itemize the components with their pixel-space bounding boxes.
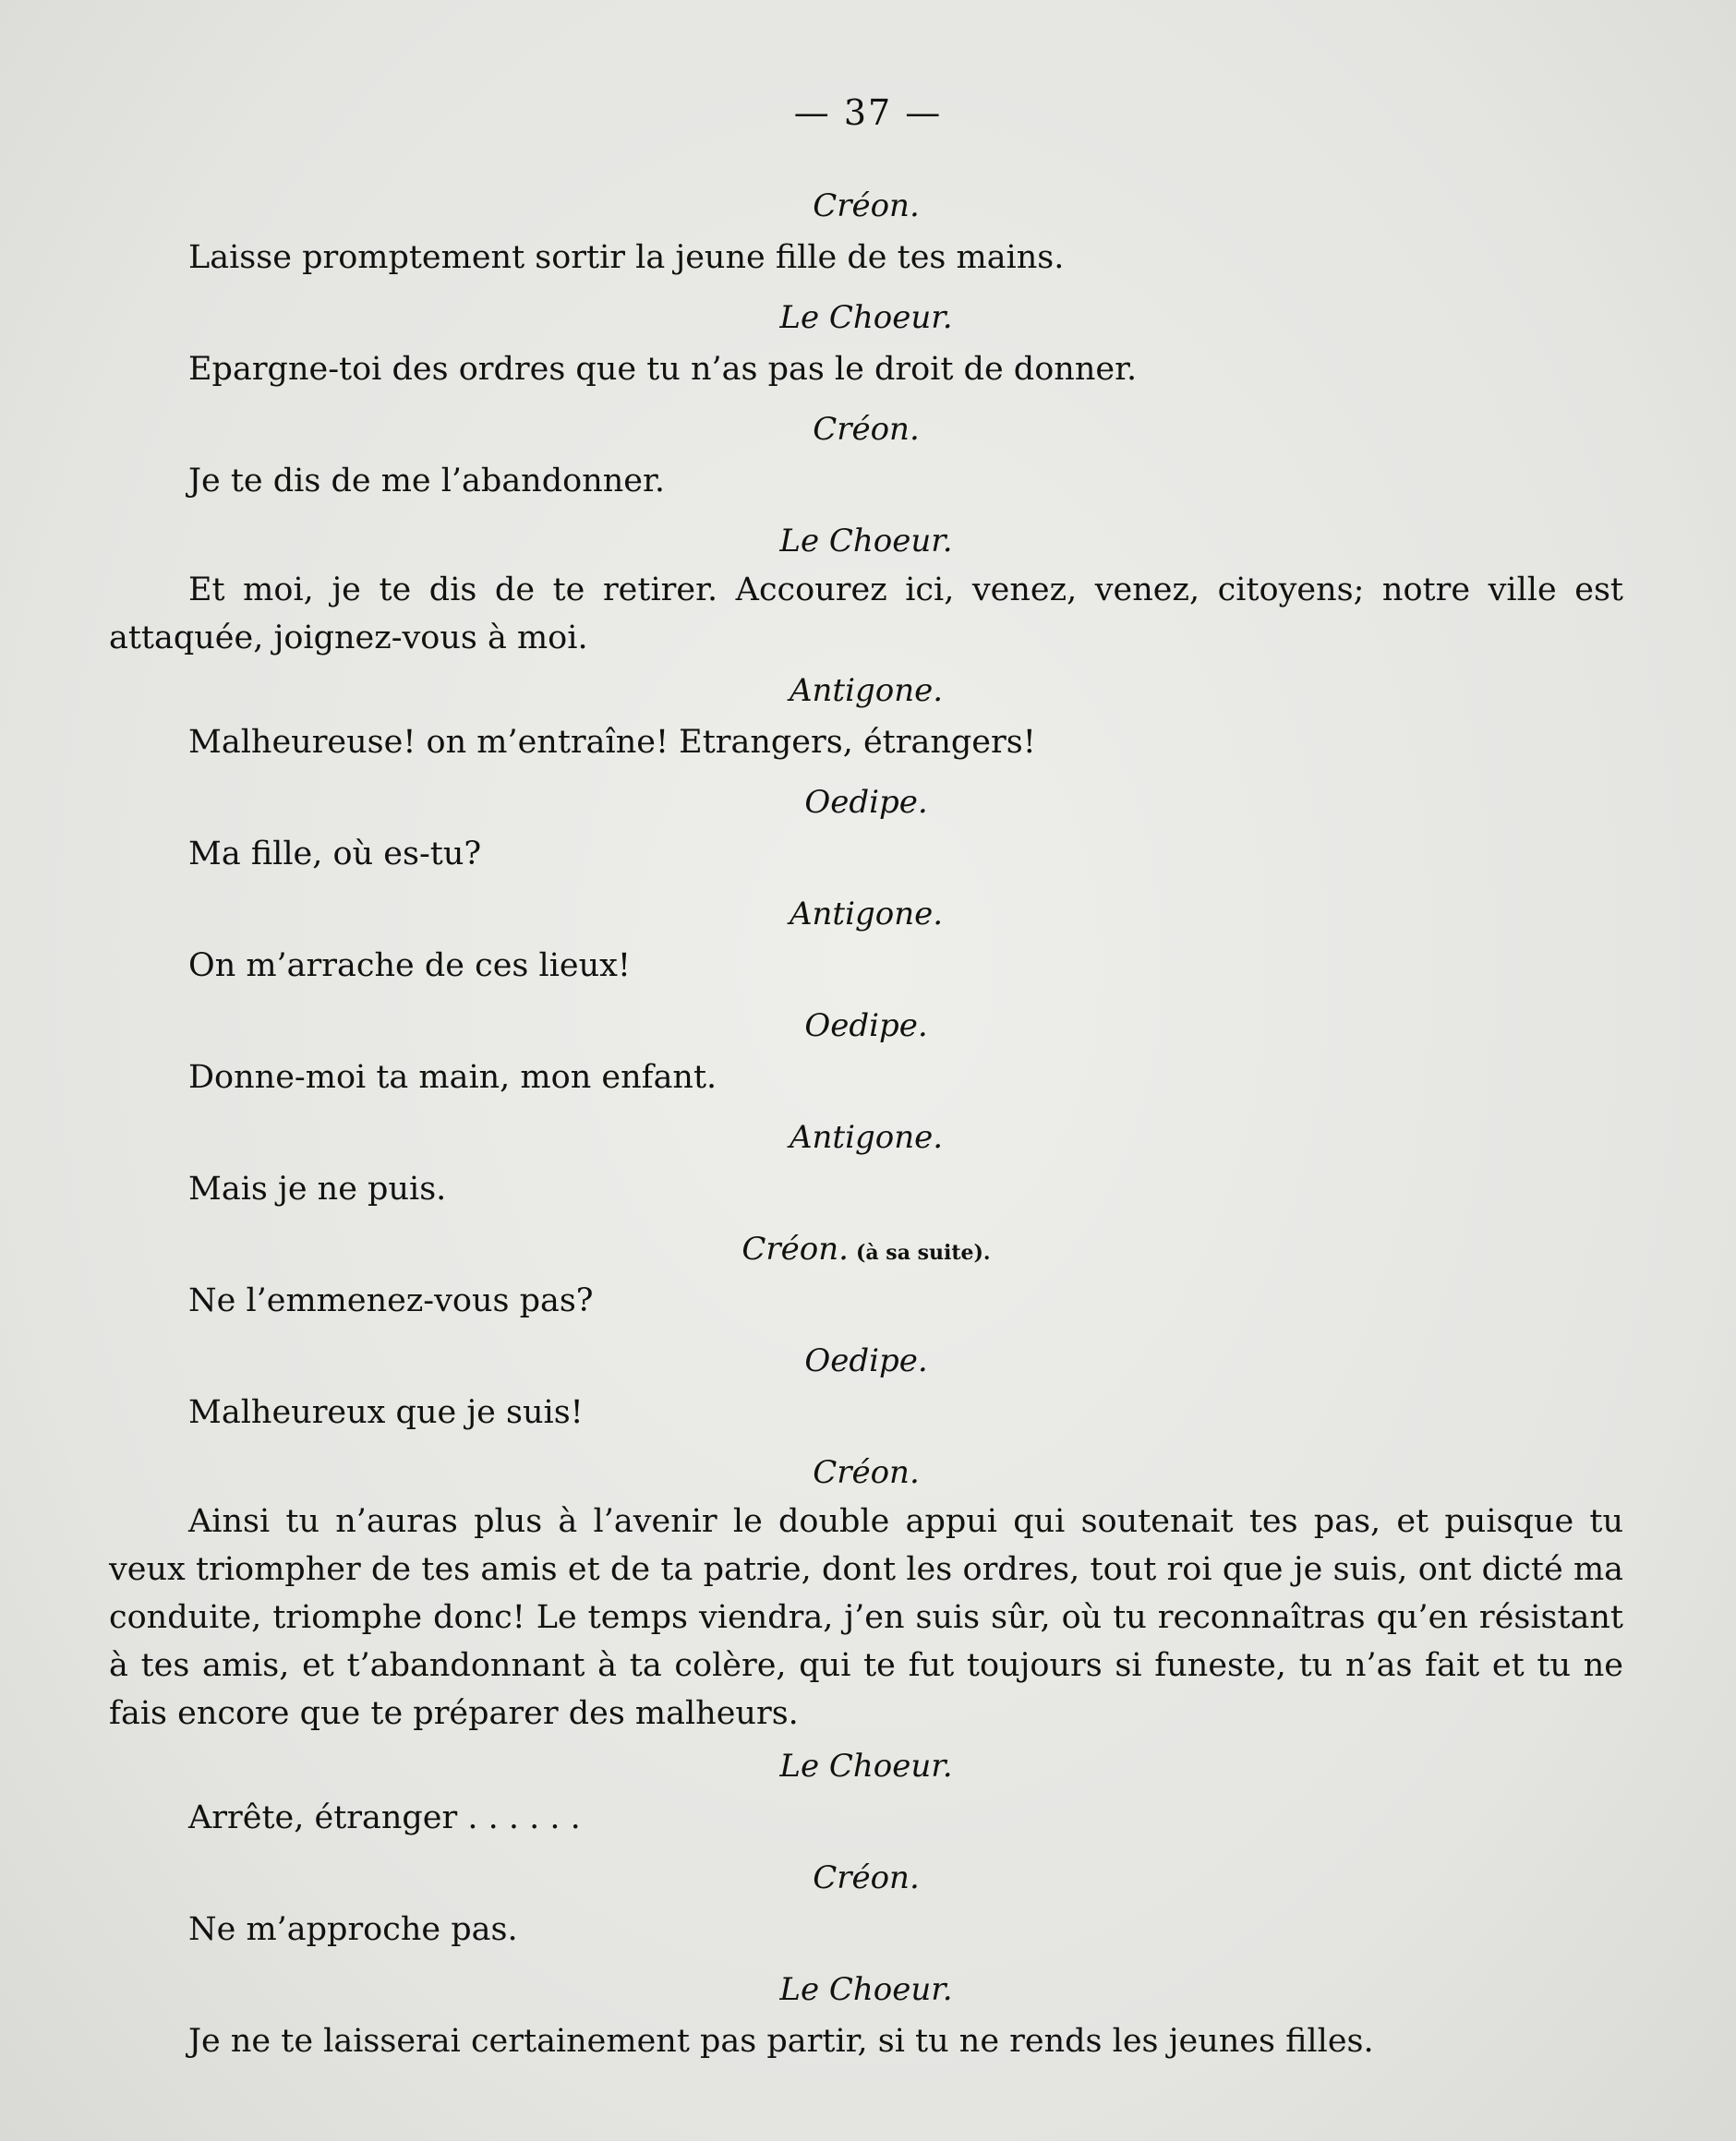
- dialogue-line: Epargne-toi des ordres que tu n’as pas le droit de donner.: [188, 351, 1138, 388]
- dialogue-line: Mais je ne puis.: [188, 1171, 447, 1208]
- speaker-name: Créon. (à sa suite).: [741, 1231, 991, 1268]
- speaker-name: Créon.: [813, 1859, 920, 1896]
- dialogue-line: Laisse promptement sortir la jeune fille de tes mains.: [188, 239, 1065, 276]
- speaker-name: Le Choeur.: [779, 1971, 953, 2008]
- dialogue-line: Ne m’approche pas.: [188, 1911, 518, 1948]
- dialogue-line: Donne-moi ta main, mon enfant.: [188, 1059, 717, 1096]
- dialogue-line: Je te dis de me l’abandonner.: [188, 463, 666, 499]
- speaker-name: Créon.: [813, 411, 920, 448]
- dialogue-line: Je ne te laisserai certainement pas partir, si tu ne rends les jeunes filles.: [188, 2023, 1374, 2060]
- page-number: — 37 —: [793, 92, 943, 133]
- dialogue-line: Malheureux que je suis!: [188, 1394, 584, 1431]
- dialogue-line: Arrête, étranger . . . . . .: [188, 1799, 581, 1836]
- dialogue-line: Ainsi tu n’auras plus à l’avenir le double appui qui soutenait tes pas, et puisque tu veux triompher de tes amis et de ta patrie, dont les ordres, tout roi que je suis, ont dicté ma conduite, triomphe donc! Le temps viendra, j’en suis sûr, où tu reconnaîtras qu’en résistant à tes amis, et t’abandonnant à ta colère, qui te fut toujours si funeste, tu n’as fait et tu ne fais encore que te préparer des malheurs.: [109, 1503, 1623, 1732]
- speaker-name: Antigone.: [789, 896, 944, 932]
- dialogue-block: [109, 181, 1623, 2076]
- speaker-name: Le Choeur.: [779, 299, 953, 336]
- dialogue-line: Ma fille, où es-tu?: [188, 836, 482, 872]
- speaker-name: Antigone.: [789, 1119, 944, 1156]
- dialogue-line: Ne l’emmenez-vous pas?: [188, 1282, 594, 1319]
- dialogue-line: On m’arrache de ces lieux!: [188, 947, 631, 984]
- speaker-name: Oedipe.: [804, 1342, 928, 1379]
- speaker-name: Oedipe.: [804, 1007, 928, 1044]
- speaker-name: Créon.: [813, 1454, 920, 1491]
- dialogue-line: Et moi, je te dis de te retirer. Accourez ici, venez, venez, citoyens; notre ville est attaquée, joignez-vous à moi.: [109, 571, 1623, 656]
- speaker-name: Antigone.: [789, 672, 944, 709]
- speaker-name: Le Choeur.: [779, 1748, 953, 1785]
- speaker-name: Le Choeur.: [779, 523, 953, 559]
- stage-direction: (à sa suite).: [855, 1241, 991, 1265]
- speaker-name: Créon.: [813, 187, 920, 224]
- dialogue-line: Malheureuse! on m’entraîne! Etrangers, étrangers!: [188, 724, 1036, 761]
- speaker-name: Oedipe.: [804, 784, 928, 821]
